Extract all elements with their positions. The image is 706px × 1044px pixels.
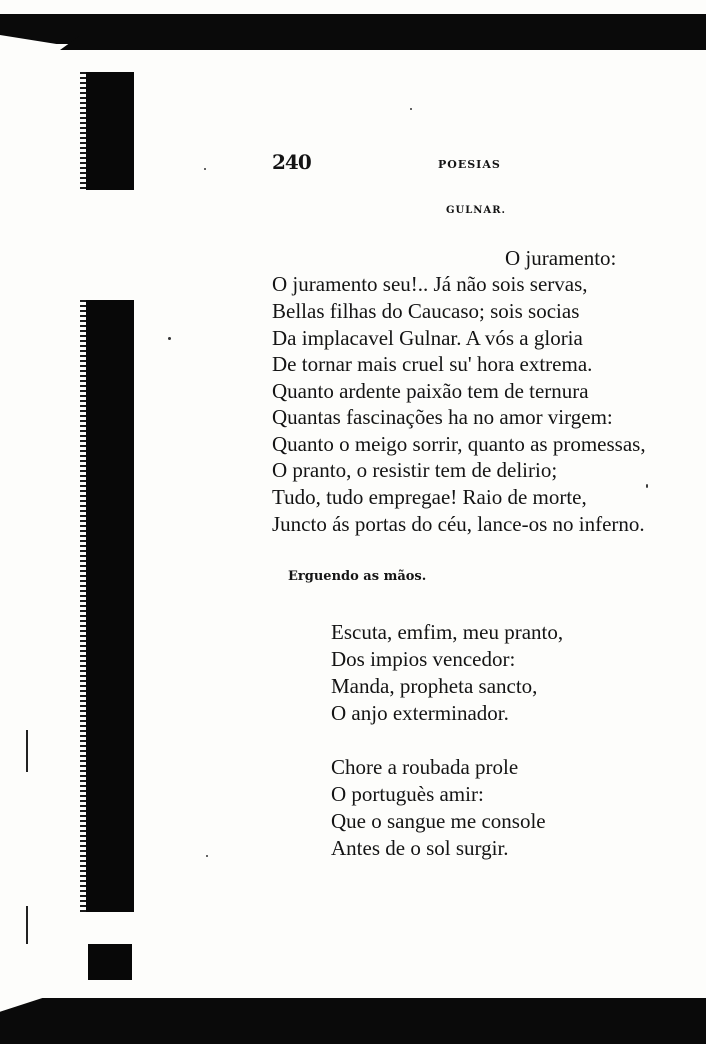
verse-line: Bellas filhas do Caucaso; sois socias bbox=[272, 299, 580, 323]
scan-border-top-edge bbox=[60, 36, 706, 50]
page-number: 240 bbox=[272, 150, 311, 174]
verse-line: Que o sangue me console bbox=[331, 809, 546, 833]
verse-line: Manda, propheta sancto, bbox=[331, 674, 538, 698]
verse-line: Quantas fascinações ha no amor virgem: bbox=[272, 405, 613, 429]
scan-speck bbox=[168, 337, 171, 340]
scan-speck bbox=[206, 855, 208, 857]
verse-line: O juramento: bbox=[505, 246, 617, 270]
margin-mark bbox=[26, 730, 28, 772]
verse-line: O portuguès amir: bbox=[331, 782, 484, 806]
verse-line: O anjo exterminador. bbox=[331, 701, 509, 725]
scan-speck bbox=[204, 168, 206, 170]
verse-line: Juncto ás portas do céu, lance-os no inferno. bbox=[272, 512, 645, 536]
verse-line: Antes de o sol surgir. bbox=[331, 836, 509, 860]
verse-line: Tudo, tudo empregae! Raio de morte, bbox=[272, 485, 587, 509]
speaker-name: GULNAR. bbox=[446, 205, 506, 216]
verse-line: Da implacavel Gulnar. A vós a gloria bbox=[272, 326, 583, 350]
stage-direction: Erguendo as mãos. bbox=[288, 569, 427, 584]
scan-speck bbox=[646, 484, 648, 488]
verse-line: Quanto o meigo sorrir, quanto as promessas, bbox=[272, 432, 646, 456]
scan-speck bbox=[410, 108, 412, 110]
verse-line: Quanto ardente paixão tem de ternura bbox=[272, 379, 589, 403]
binding-shadow-lower bbox=[88, 944, 132, 980]
verse-line: Escuta, emfim, meu pranto, bbox=[331, 620, 564, 644]
margin-mark bbox=[26, 906, 28, 944]
scan-border-bottom bbox=[0, 998, 706, 1044]
verse-line: De tornar mais cruel su' hora extrema. bbox=[272, 352, 593, 376]
verse-line: O pranto, o resistir tem de delirio; bbox=[272, 458, 558, 482]
binding-shadow-middle bbox=[86, 300, 134, 912]
verse-line: O juramento seu!.. Já não sois servas, bbox=[272, 272, 588, 296]
binding-shadow-upper bbox=[86, 72, 134, 190]
verse-line: Chore a roubada prole bbox=[331, 755, 519, 779]
verse-line: Dos impios vencedor: bbox=[331, 647, 516, 671]
running-title: POESIAS bbox=[438, 158, 501, 171]
